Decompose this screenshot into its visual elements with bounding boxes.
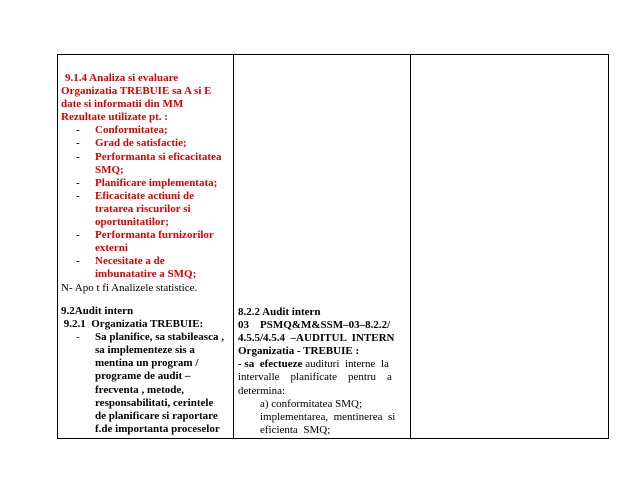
section-heading-line: Rezultate utilizate pt. :: [61, 111, 168, 124]
column-3: [410, 55, 610, 438]
list-item: - Grad de satisfactie;: [76, 137, 187, 150]
organization-requirement: Organizatia - TREBUIE :: [238, 345, 360, 358]
section-heading: 9.1.4 Analiza si evaluare: [65, 72, 179, 84]
list-item: - Performanta furnizorilor externi: [76, 229, 214, 255]
list-item: - Conformitatea;: [76, 124, 168, 137]
analysis-section: [61, 72, 233, 295]
column-2: [233, 55, 410, 438]
list-item: - Eficacitate actiuni de tratarea riscurilor si oportunitatilor;: [76, 189, 194, 229]
note-text: N- Apo t fi Analizele statistice.: [61, 281, 198, 294]
internal-audit-section: [238, 306, 408, 437]
audit-section: [61, 305, 233, 436]
audit-list: [61, 331, 233, 436]
section-heading-line: date si informatii din MM: [61, 98, 184, 111]
list-item: - Planificare implementata;: [76, 176, 218, 189]
section-heading-line: Organizatia TREBUIE sa A si E: [61, 85, 212, 98]
procedure-code: 03 PSMQ&M&SSM–03–8.2.2/: [238, 319, 391, 332]
requirement-item: a) conformitatea SMQ;: [260, 397, 363, 410]
procedure-code: 4.5.5/4.5.4 –AUDITUL INTERN: [238, 332, 395, 345]
list-item: - Necesitate a de imbunatatire a SMQ;: [76, 255, 197, 281]
audit-title: 9.2Audit intern: [61, 305, 134, 317]
audit-heading: 8.2.2 Audit intern: [238, 306, 321, 318]
requirement-item: implementarea, mentinerea si: [260, 410, 396, 423]
document-table: [57, 54, 609, 439]
list-item: - Sa planifice, sa stabileasca , sa implementeze sis a mentina un program / programe de audit – frecventa , metode, responsabilitati, cerintele de planificare si raportare f.de importanta proceselor: [76, 331, 224, 435]
requirement-text: - sa efectueze audituri interne la: [238, 358, 389, 371]
requirement-text: intervalle planificate pentru a: [238, 371, 392, 384]
requirement-text: determina:: [238, 384, 286, 397]
requirement-item: eficienta SMQ;: [260, 423, 331, 436]
audit-subtitle: 9.2.1 Organizatia TREBUIE:: [61, 318, 204, 331]
results-list: [61, 124, 233, 281]
column-1: [58, 55, 233, 438]
list-item: - Performanta si eficacitatea SMQ;: [76, 150, 222, 176]
